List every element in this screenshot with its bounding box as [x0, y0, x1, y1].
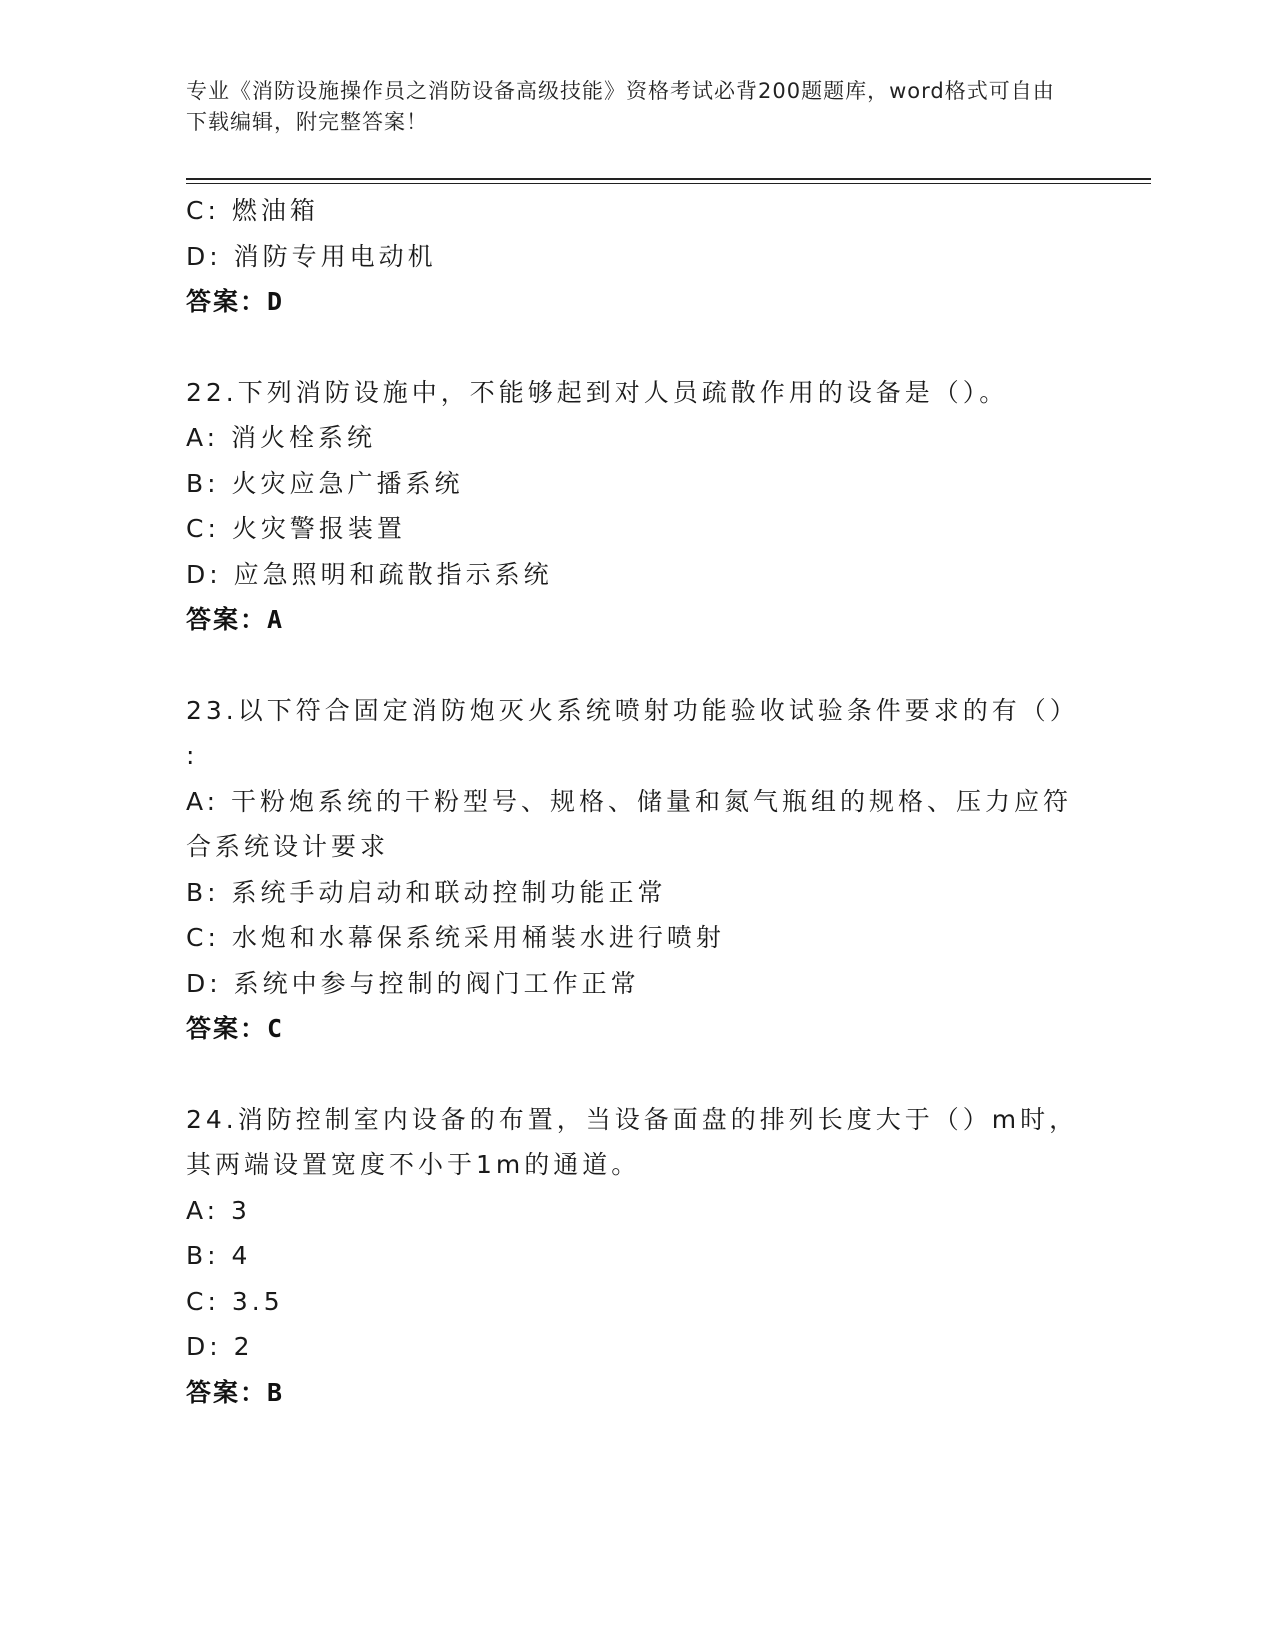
option-text: 应急照明和疏散指示系统 [233, 559, 553, 589]
document-body [186, 188, 1086, 1415]
option-label: A: [186, 423, 220, 452]
document-header [186, 76, 1066, 138]
answer-value: A [267, 605, 285, 634]
spacer [186, 1052, 1086, 1097]
answer-label: 答案： [186, 605, 268, 634]
option-a [186, 779, 1086, 825]
option-label: C: [186, 514, 220, 543]
option-b [186, 461, 1086, 507]
answer-value: D [267, 287, 285, 316]
answer-line [186, 597, 1086, 643]
option-label: B: [186, 1241, 220, 1270]
option-label: B: [186, 877, 220, 907]
answer-line [186, 279, 1086, 325]
question-21-continued [186, 188, 1086, 325]
option-text: 燃油箱 [231, 196, 319, 225]
option-d [186, 552, 1086, 598]
question-text: 消防控制室内设备的布置，当设备面盘的排列长度大于（）m时， [237, 1104, 1079, 1134]
option-b [186, 870, 1086, 916]
option-label: D: [186, 559, 222, 589]
answer-value: C [267, 1014, 285, 1043]
option-text: 火灾警报装置 [231, 514, 406, 543]
option-label: D: [186, 241, 222, 271]
option-c [186, 1279, 1086, 1325]
header-title: 专业《消防设施操作员之消防设备高级技能》资格考试必背200题题库，word格式可自由下载编辑，附完整答案！ [186, 79, 1055, 134]
question-number: 22. [186, 377, 238, 407]
question-text: 以下符合固定消防炮灭火系统喷射功能验收试验条件要求的有（） [237, 695, 1079, 725]
option-text: 3.5 [231, 1286, 284, 1316]
option-label: A: [186, 1195, 220, 1225]
option-text: 合系统设计要求 [186, 832, 390, 861]
option-c [186, 188, 1086, 234]
answer-value: B [267, 1377, 285, 1407]
option-text: 水炮和水幕保系统采用桶装水进行喷射 [231, 923, 725, 952]
question-stem-continued [186, 1142, 1086, 1188]
option-d [186, 234, 1086, 280]
option-label: B: [186, 468, 220, 498]
option-text: 系统中参与控制的阀门工作正常 [233, 968, 640, 998]
answer-label: 答案： [186, 1014, 268, 1043]
header-rule-thin [186, 183, 1151, 184]
question-stem [186, 1097, 1086, 1143]
option-c [186, 506, 1086, 552]
question-stem [186, 688, 1086, 734]
option-text: 3 [231, 1195, 251, 1225]
option-d [186, 1324, 1086, 1370]
option-a [186, 1188, 1086, 1234]
header-rule-thick [186, 178, 1151, 180]
option-text: 系统手动启动和联动控制功能正常 [231, 877, 667, 907]
question-text: : [186, 741, 199, 770]
option-label: C: [186, 1286, 220, 1316]
option-a-continued [186, 824, 1086, 870]
question-24 [186, 1097, 1086, 1416]
question-stem-continued [186, 733, 1086, 779]
option-a [186, 415, 1086, 461]
answer-line [186, 1370, 1086, 1416]
option-c [186, 915, 1086, 961]
question-stem [186, 370, 1086, 416]
option-text: 火灾应急广播系统 [231, 468, 464, 498]
spacer [186, 325, 1086, 370]
spacer [186, 643, 1086, 688]
option-text: 4 [231, 1241, 252, 1270]
answer-label: 答案： [186, 1377, 268, 1407]
question-number: 24. [186, 1104, 238, 1134]
option-label: C: [186, 923, 220, 952]
option-label: D: [186, 968, 222, 998]
question-text: 下列消防设施中，不能够起到对人员疏散作用的设备是（）。 [237, 377, 1009, 407]
option-text: 干粉炮系统的干粉型号、规格、储量和氮气瓶组的规格、压力应符 [231, 786, 1073, 816]
option-label: C: [186, 196, 220, 225]
option-label: D: [186, 1332, 222, 1361]
answer-line [186, 1006, 1086, 1052]
option-text: 消防专用电动机 [233, 241, 437, 271]
question-text: 其两端设置宽度不小于1m的通道。 [186, 1150, 641, 1179]
question-number: 23. [186, 695, 238, 725]
option-d [186, 961, 1086, 1007]
question-23 [186, 688, 1086, 1052]
question-22 [186, 370, 1086, 643]
answer-label: 答案： [186, 287, 268, 316]
option-text: 2 [233, 1332, 254, 1361]
option-b [186, 1233, 1086, 1279]
option-text: 消火栓系统 [231, 423, 377, 452]
option-label: A: [186, 786, 220, 816]
